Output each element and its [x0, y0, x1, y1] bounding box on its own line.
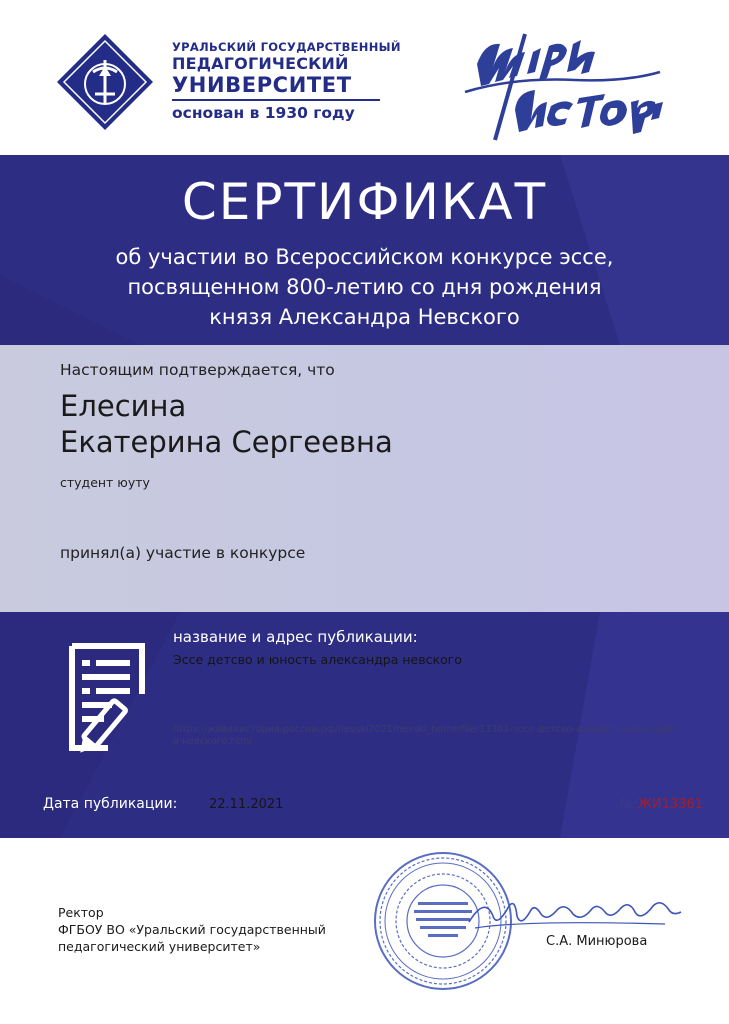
- signer-name: С.А. Минюрова: [546, 934, 648, 949]
- certificate-number-prefix: №:: [620, 797, 638, 812]
- publication-label: название и адрес публикации:: [173, 628, 418, 646]
- subtitle-line-2: посвященном 800-летию со дня рождения: [127, 275, 602, 299]
- document-pencil-icon: [68, 642, 163, 757]
- publication-date-label: Дата публикации:: [43, 796, 178, 812]
- rector-org-line-2: педагогический университет»: [58, 939, 261, 954]
- title-band: [0, 155, 729, 345]
- recipient-status: студент юуту: [60, 475, 150, 490]
- subtitle-line-3: князя Александра Невского: [209, 305, 520, 329]
- university-divider: [172, 99, 380, 101]
- certificate-header: [0, 0, 729, 155]
- confirmation-text: Настоящим подтверждается, что: [60, 361, 335, 379]
- recipient-given-names: Екатерина Сергеевна: [60, 425, 393, 459]
- publication-date: 22.11.2021: [209, 797, 284, 812]
- university-emblem-icon: [55, 32, 155, 132]
- university-founded: основан в 1930 году: [172, 104, 355, 122]
- recipient-surname: Елесина: [60, 389, 187, 423]
- certificate-footer: [0, 838, 729, 1024]
- certificate-number: [620, 797, 703, 812]
- recipient-band: [0, 345, 729, 612]
- university-name-line-2: ПЕДАГОГИЧЕСКИЙ: [172, 54, 349, 73]
- zhivaya-istoriya-logo: [455, 22, 670, 147]
- certificate-title: СЕРТИФИКАТ: [181, 173, 548, 231]
- rector-title: Ректор: [58, 905, 104, 920]
- publication-url[interactable]: https://живаяистория-россии.рф/nevski2021/nevski_home/file/13361-эссе-детсво-и-юность-александра-невского.html: [173, 724, 679, 747]
- participation-text: принял(а) участие в конкурсе: [60, 544, 306, 562]
- certificate-number-value: ЖИ13361: [637, 797, 703, 812]
- university-name-line-3: УНИВЕРСИТЕТ: [172, 73, 352, 97]
- rector-org-line-1: ФГБОУ ВО «Уральский государственный: [58, 922, 326, 937]
- publication-title: Эссе детсво и юность александра невского: [173, 652, 462, 667]
- publication-band: [0, 612, 729, 838]
- university-name-line-1: УРАЛЬСКИЙ ГОСУДАРСТВЕННЫЙ: [172, 40, 401, 54]
- subtitle-line-1: об участии во Всероссийском конкурсе эссе,: [115, 245, 614, 269]
